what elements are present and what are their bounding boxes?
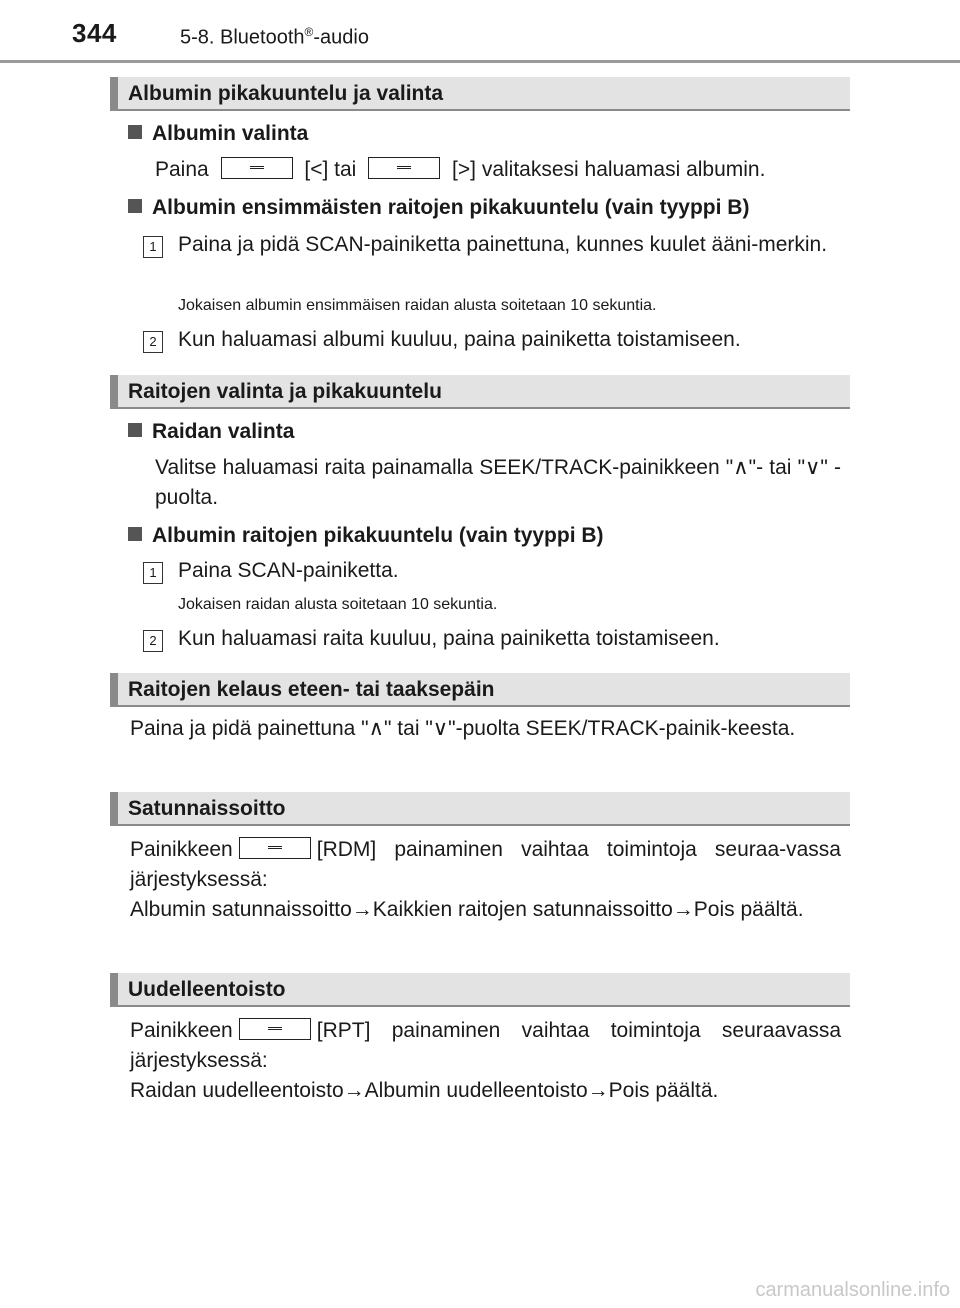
section-repeat — [110, 973, 850, 1007]
repeat-text: Painikkeen [RPT] painaminen vaihtaa toimintoja seuraavassa järjestyksessä: Raidan uudelleentoisto→Albumin uudelleentoisto→Pois päältä. — [130, 1019, 841, 1102]
step-number: 2 — [143, 331, 163, 353]
random-text: Painikkeen [RDM] painaminen vaihtaa toimintoja seuraa-vassa järjestyksessä: Albumin satunnaissoitto→Kaikkien raitojen satunnaissoitto→Pois päältä. — [130, 838, 841, 921]
step-text: Paina ja pidä SCAN-painiketta painettuna, kunnes kuulet ääni-merkin. — [178, 233, 828, 256]
button-icon — [368, 157, 440, 179]
section-title: Satunnaissoitto — [128, 797, 286, 820]
section-track-scan — [110, 375, 850, 409]
section-album-scan — [110, 77, 850, 111]
step-text: Paina SCAN-painiketta. — [178, 559, 399, 582]
header-divider — [0, 60, 960, 63]
step-note: Jokaisen albumin ensimmäisen raidan alusta soitetaan 10 sekuntia. — [178, 297, 657, 314]
fast-forward-text: Paina ja pidä painettuna "∧" tai "∨"-puolta SEEK/TRACK-painik-keesta. — [130, 717, 796, 740]
step-number: 1 — [143, 562, 163, 584]
subheading-album-scan: Albumin ensimmäisten raitojen pikakuuntelu (vain tyyppi B) — [128, 196, 749, 220]
page-number: 344 — [72, 18, 117, 48]
section-title: Raitojen valinta ja pikakuuntelu — [128, 380, 442, 403]
step-text: Kun haluamasi albumi kuuluu, paina painiketta toistamiseen. — [178, 328, 741, 351]
section-title: Raitojen kelaus eteen- tai taaksepäin — [128, 678, 495, 701]
track-select-text: Valitse haluamasi raita painamalla SEEK/TRACK-painikkeen "∧"- tai "∨" -puolta. — [155, 456, 841, 509]
watermark: carmanualsonline.info — [755, 1279, 950, 1301]
section-title: Uudelleentoisto — [128, 978, 286, 1001]
album-select-text: Paina [<] tai [>] valitaksesi haluamasi albumin. — [155, 158, 766, 181]
button-icon — [221, 157, 293, 179]
step-text: Kun haluamasi raita kuuluu, paina painiketta toistamiseen. — [178, 627, 720, 650]
page-header — [0, 0, 960, 62]
section-random — [110, 792, 850, 826]
button-icon — [239, 837, 311, 859]
step-number: 1 — [143, 236, 163, 258]
chapter-title: 5-8. Bluetooth®-audio — [180, 25, 369, 49]
section-fast-forward — [110, 673, 850, 707]
step-note: Jokaisen raidan alusta soitetaan 10 sekuntia. — [178, 596, 498, 613]
step-number: 2 — [143, 630, 163, 652]
button-icon — [239, 1018, 311, 1040]
subheading-track-select: Raidan valinta — [128, 420, 294, 444]
subheading-album-select: Albumin valinta — [128, 122, 308, 146]
section-title: Albumin pikakuuntelu ja valinta — [128, 82, 444, 105]
subheading-track-scan: Albumin raitojen pikakuuntelu (vain tyyppi B) — [128, 524, 604, 548]
